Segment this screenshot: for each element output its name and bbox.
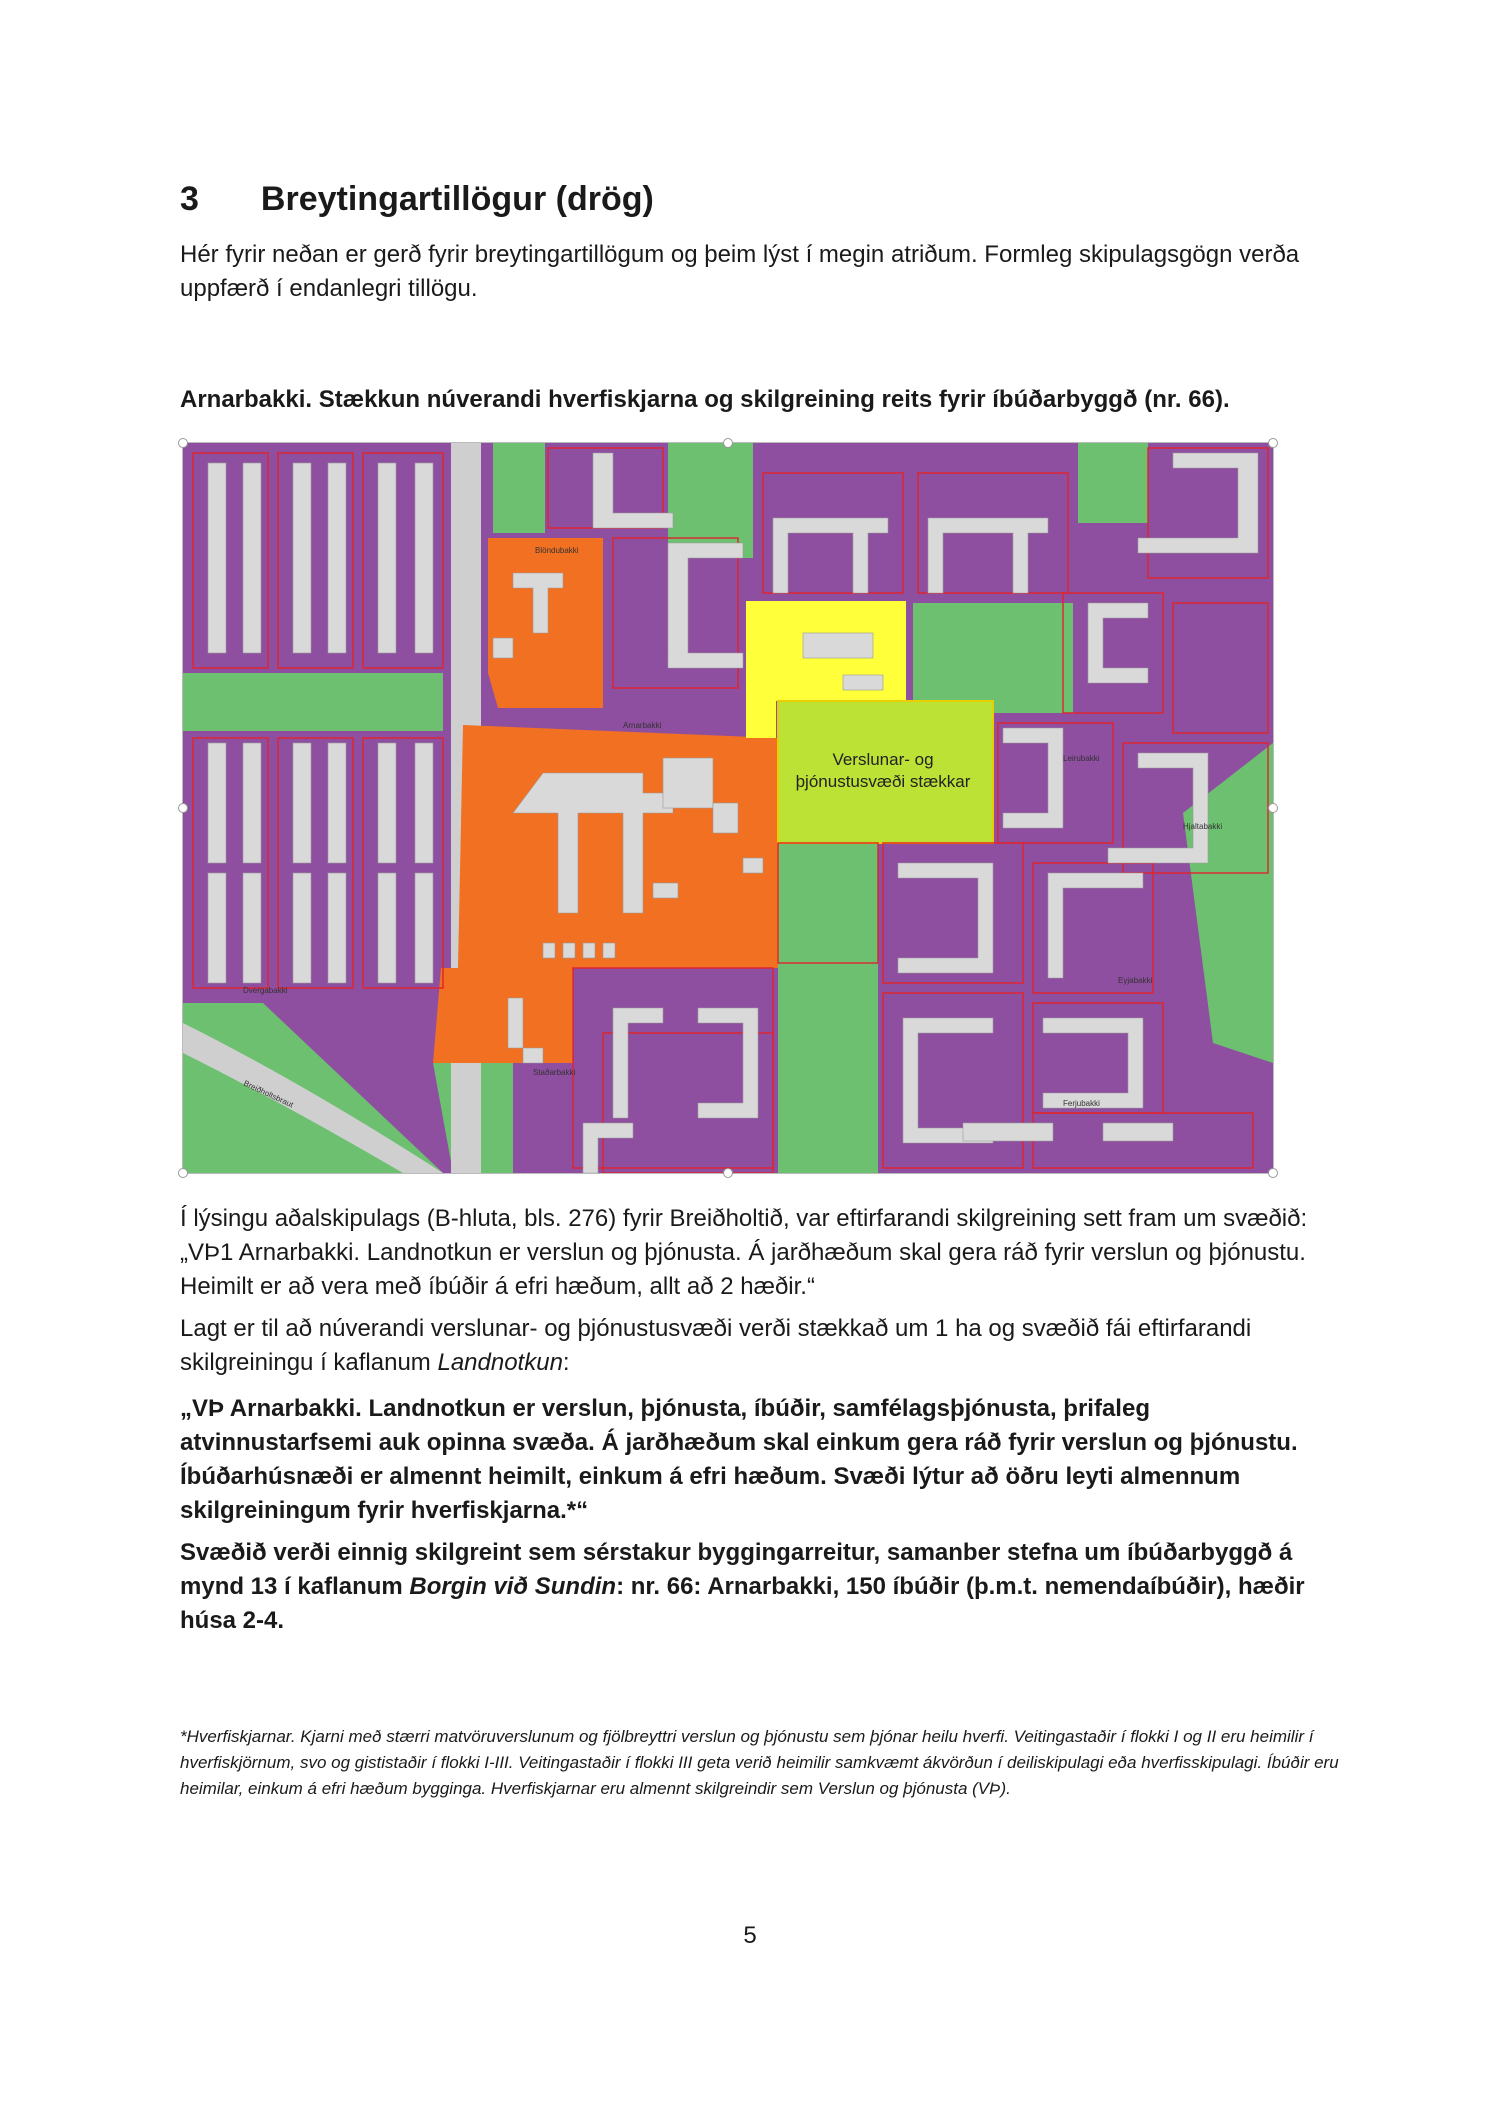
street-arnarbakki-label: Arnarbakki [623,721,662,730]
section-title: Breytingartillögur (drög) [260,180,654,218]
resize-handle-mr[interactable] [1268,803,1278,813]
paragraph-definition: „VÞ Arnarbakki. Landnotkun er verslun, þjónusta, íbúðir, samfélagsþjónusta, þrifaleg atvinnustarfsemi auk opinna svæða. Á jarðhæðum skal einkum gera ráð fyrir verslun og þjónustu. Íbúðarhúsnæði er almennt heimilt, einkum á efri hæðum. Svæði lýtur að öðru leyti almennum skilgreiningum fyrir hverfiskjarna.*“ [180,1395,1298,1524]
paragraph-description: Í lýsingu aðalskipulags (B-hluta, bls. 276) fyrir Breiðholtið, var eftirfarandi skilgreining sett fram um svæðið: „VÞ1 Arnarbakki. Landnotkun er verslun og þjónusta. Á jarðhæðum skal gera ráð fyrir verslun og þjónustu. Heimilt er að vera með íbúðir á efri hæðum, allt að 2 hæðir.“ [180,1205,1308,1300]
resize-handle-bl[interactable] [178,1168,188,1178]
figure-caption: Arnarbakki. Stækkun núverandi hverfiskjarna og skilgreining reits fyrir íbúðarbyggð (nr. 66). [180,386,1230,413]
green-top-mid [668,443,753,558]
section-heading [180,180,654,219]
street-eyjabakki: Eyjabakki [1118,976,1153,985]
street-dvergabakki: Dvergabakki [243,986,288,995]
street-leirubakki: Leirubakki [1063,754,1100,763]
resize-handle-tm[interactable] [723,438,733,448]
italic-borgin-vid-sundin: Borgin við Sundin [409,1573,617,1600]
resize-handle-br[interactable] [1268,1168,1278,1178]
expansion-label-line1: Verslunar- og [832,750,934,769]
green-top-right [1078,443,1148,523]
resize-handle-tl[interactable] [178,438,188,448]
street-hjaltabakki: Hjaltabakki [1183,822,1223,831]
zoning-map [182,442,1274,1174]
street-stadarbakki: Staðarbakki [533,1068,576,1077]
green-top [493,443,545,533]
intro-paragraph: Hér fyrir neðan er gerð fyrir breytingartillögum og þeim lýst í megin atriðum. Formleg skipulagsgögn verða uppfærð í endanlegri tillögu. [180,241,1300,302]
street-breidholtsbraut: Breiðholtsbraut [242,1078,295,1110]
street-ferjubakki: Ferjubakki [1063,1099,1100,1108]
street-blondubakki: Blöndubakki [535,546,579,555]
resize-handle-tr[interactable] [1268,438,1278,448]
green-strip-west [183,673,443,731]
footnote: *Hverfiskjarnar. Kjarni með stærri matvöruverslunum og fjölbreyttri verslun og þjónustu sem þjónar heilu hverfi. Veitingastaðir í flokki I og II eru heimilir í hverfiskjörnum, svo og gististaðir í flokki I-III. Veitingastaðir í flokki III geta verið heimilir samkvæmt ákvörðun í deiliskipulagi eða hverfisskipulagi. Íbúðir eru heimilar, einkum á efri hæðum bygginga. Hverfiskjarnar eru almennt skilgreindir sem Verslun og þjónusta (VÞ). [180,1727,1339,1798]
paragraph-building-area: Svæðið verði einnig skilgreint sem sérstakur byggingarreitur, samanber stefna um íbúðarbyggð á mynd 13 í kaflanum Borgin við Sundin: nr. 66: Arnarbakki, 150 íbúðir (þ.m.t. nemendaíbúðir), hæðir húsa 2-4. [180,1539,1305,1634]
paragraph-proposal: Lagt er til að núverandi verslunar- og þjónustusvæði verði stækkað um 1 ha og svæðið fái eftirfarandi skilgreiningu í kaflanum Landnotkun: [180,1315,1252,1376]
section-number: 3 [180,180,199,218]
green-south [778,843,878,1173]
zoning-map-svg [183,443,1273,1173]
green-right [913,603,1073,713]
page-number: 5 [743,1922,757,1949]
expansion-label-line2: þjónustusvæði stækkar [795,772,971,791]
resize-handle-bm[interactable] [723,1168,733,1178]
italic-landnotkun: Landnotkun [437,1349,563,1376]
orange-south [433,968,573,1063]
orange-main [458,725,778,968]
resize-handle-ml[interactable] [178,803,188,813]
